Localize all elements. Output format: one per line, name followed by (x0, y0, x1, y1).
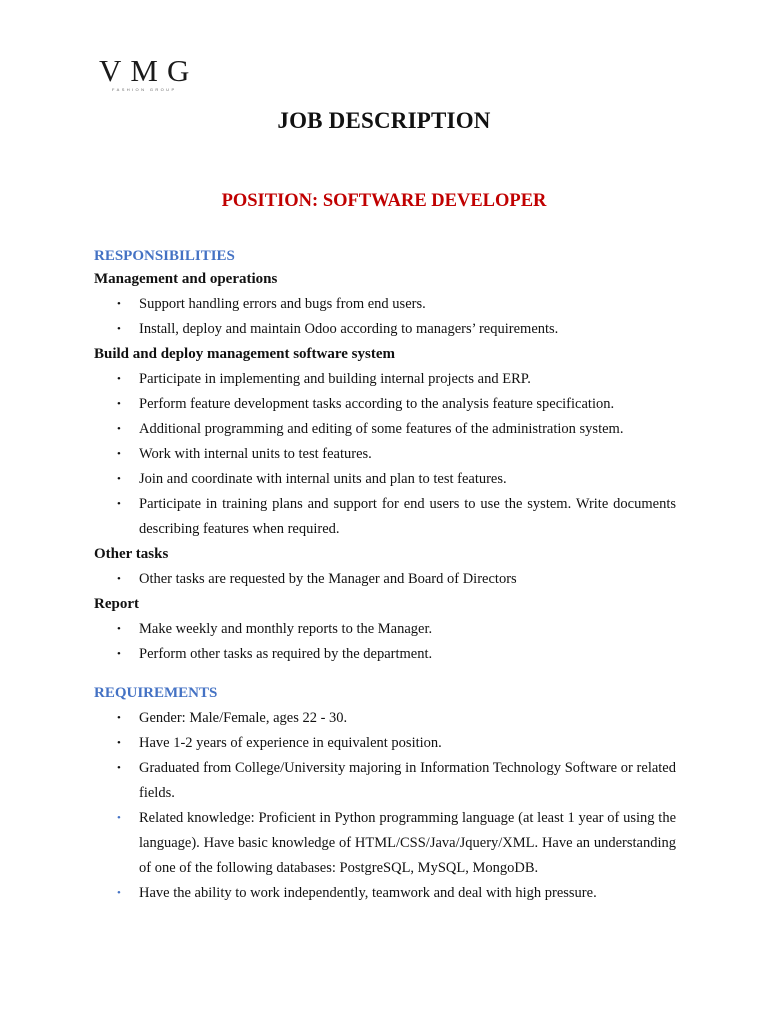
requirements-heading: REQUIREMENTS (94, 685, 218, 701)
bullet-icon: • (117, 373, 121, 385)
list-item: • Support handling errors and bugs from end users. (94, 292, 676, 317)
bullet-icon: • (117, 473, 121, 485)
list-item: • Related knowledge: Proficient in Python programming language (at least 1 year of using the language). Have basic knowledge of HTML/CSS/Java/Jquery/XML. Have an understanding of one of the following databases: PostgreSQL, MySQL, MongoDB. (94, 806, 676, 881)
list-item: • Participate in training plans and support for end users to use the system. Write documents describing features when required. (94, 492, 676, 542)
logo-wordmark: VMG (99, 53, 199, 88)
bullet-icon: • (117, 623, 121, 635)
list-item: • Gender: Male/Female, ages 22 - 30. (94, 706, 676, 731)
bullet-icon: • (117, 448, 121, 460)
list-item: • Additional programming and editing of some features of the administration system. (94, 417, 676, 442)
responsibility-list (94, 617, 676, 667)
logo-tagline: FASHION GROUP (112, 87, 177, 92)
section-spacer (94, 667, 676, 682)
bullet-icon: • (117, 573, 121, 585)
bullet-icon: • (117, 712, 121, 724)
bullet-icon: • (117, 323, 121, 335)
responsibilities-heading: RESPONSIBILITIES (94, 248, 235, 264)
bullet-icon: • (117, 648, 121, 660)
list-item: • Have 1-2 years of experience in equivalent position. (94, 731, 676, 756)
list-item: • Make weekly and monthly reports to the Manager. (94, 617, 676, 642)
group-title: Management and operations (94, 271, 278, 287)
document-title: JOB DESCRIPTION (277, 108, 491, 133)
bullet-icon: • (117, 498, 121, 510)
company-logo (99, 55, 203, 92)
bullet-icon: • (117, 398, 121, 410)
list-item: • Have the ability to work independently, teamwork and deal with high pressure. (94, 881, 676, 906)
list-item: • Other tasks are requested by the Manager and Board of Directors (94, 567, 676, 592)
bullet-icon: • (117, 887, 121, 899)
bullet-icon: • (117, 812, 121, 824)
list-item: • Graduated from College/University majoring in Information Technology Software or related fields. (94, 756, 676, 806)
list-item: • Perform other tasks as required by the department. (94, 642, 676, 667)
list-item: • Join and coordinate with internal units and plan to test features. (94, 467, 676, 492)
list-item: • Work with internal units to test features. (94, 442, 676, 467)
requirements-list (94, 706, 676, 906)
document-body (94, 245, 676, 906)
bullet-icon: • (117, 762, 121, 774)
list-item: • Install, deploy and maintain Odoo according to managers’ requirements. (94, 317, 676, 342)
group-title: Build and deploy management software system (94, 346, 395, 362)
list-item: • Perform feature development tasks according to the analysis feature specification. (94, 392, 676, 417)
list-item: • Participate in implementing and building internal projects and ERP. (94, 367, 676, 392)
responsibility-list (94, 367, 676, 542)
bullet-icon: • (117, 423, 121, 435)
bullet-icon: • (117, 737, 121, 749)
group-title: Report (94, 596, 139, 612)
responsibility-list (94, 567, 676, 592)
group-title: Other tasks (94, 546, 169, 562)
bullet-icon: • (117, 298, 121, 310)
responsibility-list (94, 292, 676, 342)
position-title: POSITION: SOFTWARE DEVELOPER (221, 191, 547, 211)
